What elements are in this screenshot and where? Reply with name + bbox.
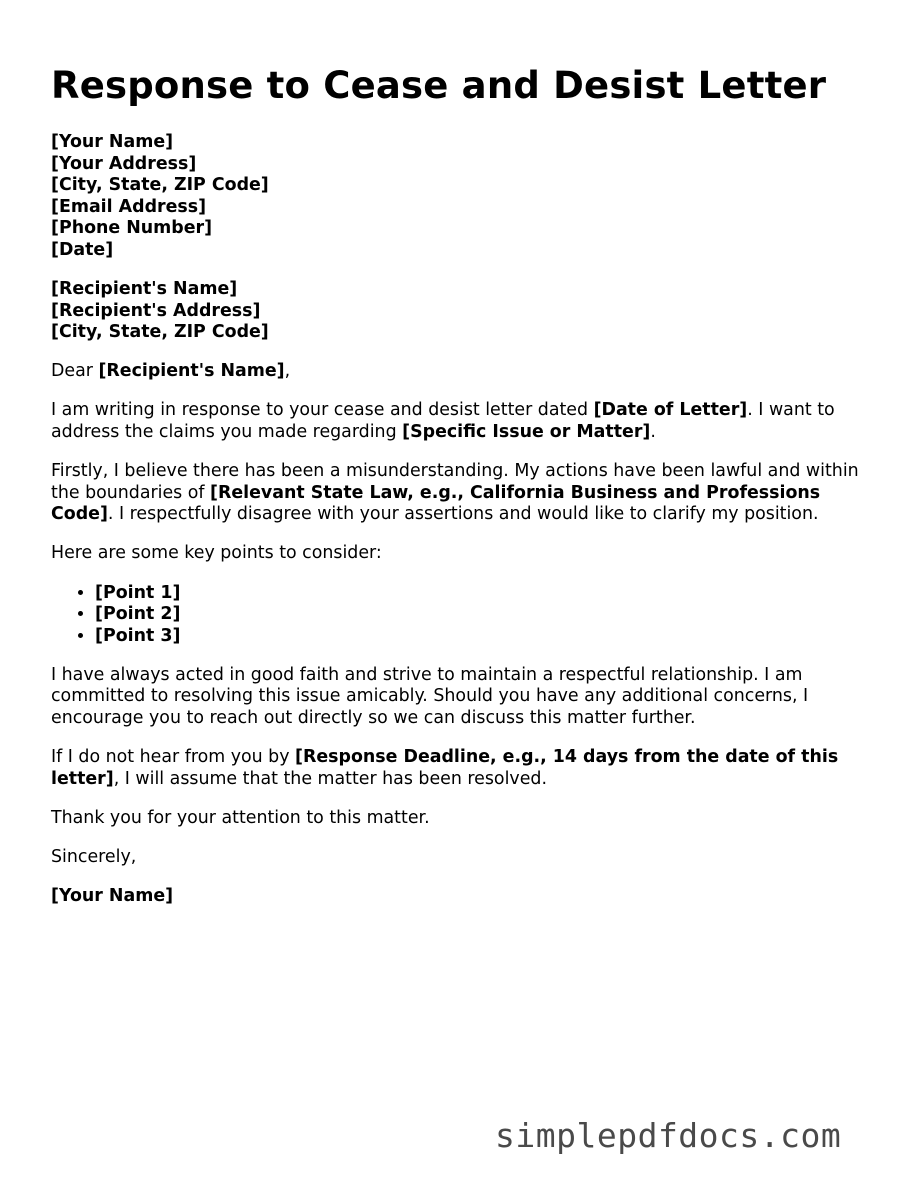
paragraph-misunderstanding xyxy=(51,461,871,526)
response-deadline: [Response Deadline, e.g., 14 days from the date of this letter] xyxy=(51,747,839,789)
paragraph-text: . I respectfully disagree with your assertions and would like to clarify my position. xyxy=(107,504,819,525)
paragraph-text: Firstly, I believe there has been a misunderstanding. My actions have been lawful and within the boundaries of xyxy=(51,461,859,503)
salutation-prefix: Dear xyxy=(51,361,99,382)
sender-city-state-zip: [City, State, ZIP Code] xyxy=(51,175,269,196)
watermark: simplepdfdocs.com xyxy=(495,1116,842,1155)
signature-name: [Your Name] xyxy=(51,885,174,906)
date-of-letter: [Date of Letter] xyxy=(593,400,748,421)
sender-name: [Your Name] xyxy=(51,132,174,152)
salutation xyxy=(51,361,871,383)
paragraph-text: . xyxy=(650,422,656,443)
paragraph-key-points-intro: Here are some key points to consider: xyxy=(51,543,382,564)
letter-date: [Date] xyxy=(51,239,114,260)
paragraph-intro xyxy=(51,400,871,443)
document-title: Response to Cease and Desist Letter xyxy=(51,64,827,107)
salutation-name: [Recipient's Name] xyxy=(98,361,285,382)
paragraph-good-faith: I have always acted in good faith and strive to maintain a respectful relationship. I am committed to resolving this issue amicably. Should you have any additional concerns, I encourage you to reach out directly so we can discuss this matter further. xyxy=(51,664,809,728)
letter-body xyxy=(51,132,871,925)
recipient-address: [Recipient's Address] xyxy=(51,300,261,321)
recipient-name: [Recipient's Name] xyxy=(51,279,238,300)
sender-address: [Your Address] xyxy=(51,153,197,174)
sender-block xyxy=(51,132,871,262)
sender-email: [Email Address] xyxy=(51,196,207,217)
sender-phone: [Phone Number] xyxy=(51,218,213,239)
paragraph-text: . I want to address the claims you made regarding xyxy=(51,400,835,443)
recipient-block xyxy=(51,279,871,344)
key-points-list xyxy=(51,583,871,648)
paragraph-thanks: Thank you for your attention to this matter. xyxy=(51,807,430,828)
paragraph-deadline xyxy=(51,747,871,790)
relevant-law: [Relevant State Law, e.g., California Business and Professions Code] xyxy=(51,482,821,525)
salutation-suffix: , xyxy=(284,361,291,382)
paragraph-text: If I do not hear from you by xyxy=(51,747,296,768)
paragraph-text: , I will assume that the matter has been resolved. xyxy=(113,768,547,789)
specific-issue: [Specific Issue or Matter] xyxy=(402,422,651,443)
paragraph-text: I am writing in response to your cease and desist letter dated xyxy=(51,400,594,421)
list-item: • [Point 2] xyxy=(95,604,871,626)
list-item: • [Point 3] xyxy=(95,626,871,648)
recipient-city-state-zip: [City, State, ZIP Code] xyxy=(51,322,269,343)
closing: Sincerely, xyxy=(51,846,137,867)
list-item: • [Point 1] xyxy=(95,583,871,605)
